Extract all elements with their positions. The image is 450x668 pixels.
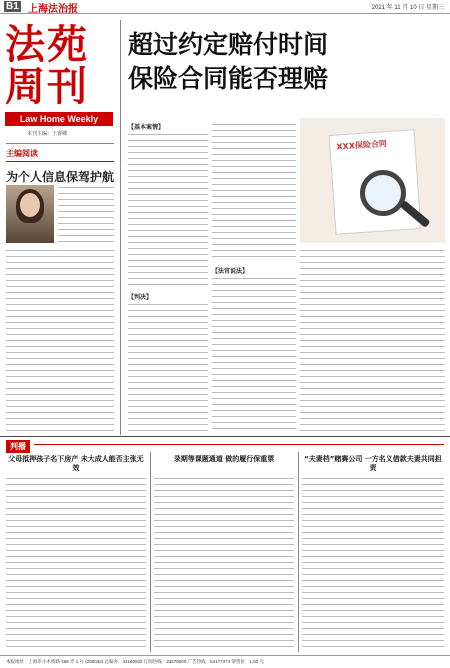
article-text	[212, 276, 296, 432]
article-text	[212, 122, 296, 262]
article-illustration	[300, 118, 445, 243]
masthead	[5, 21, 113, 137]
headline-line-2: 保险合同能否理赔	[128, 64, 329, 93]
masthead-editor: 本刊主编：王睿卿	[27, 131, 68, 137]
column-divider	[120, 20, 121, 435]
column-text	[58, 185, 114, 245]
article-text	[128, 302, 208, 432]
main-headline	[128, 28, 438, 96]
divider	[0, 436, 450, 437]
bottom-article-title-1: 父母抵押孩子名下房产 未大成人能否主张无效	[8, 455, 144, 472]
headline-line-1: 超过约定赔付时间	[128, 30, 329, 59]
column-text	[6, 248, 114, 433]
page-number: B1	[6, 1, 19, 12]
issue-date: 2021 年 11 月 10 日 星期三	[371, 5, 444, 11]
column-kicker: 主编阅读	[6, 148, 114, 162]
section-case: 【基本案情】	[128, 125, 165, 131]
magnifier-icon	[360, 170, 406, 216]
author-photo	[6, 185, 54, 243]
masthead-english: Law Home Weekly	[5, 112, 113, 126]
page-footer: 本报地址：上海市小木桥路 268 弄 1 号 (200032) 总编办：34160932 订阅热线：33675000 广告热线：64177374 零售价：1.50 元	[0, 655, 450, 668]
editor-column	[6, 148, 114, 185]
masthead-title-2: 周刊	[5, 63, 89, 110]
bottom-article-title-3: “夫妻档”赌赛公司 一方名义借款夫妻共同担责	[304, 455, 442, 472]
article-text	[302, 476, 444, 652]
paper-logo: 上海法治报	[28, 4, 78, 15]
section-label: 判播	[6, 440, 30, 453]
article-text	[6, 476, 146, 652]
column-divider	[298, 452, 299, 652]
masthead-title-1: 法苑	[5, 21, 89, 68]
article-text	[128, 132, 208, 287]
section-dispute: 【判决】	[128, 295, 153, 301]
column-divider	[150, 452, 151, 652]
bottom-article-title-2: 录期等课题通道 做的履行保重票	[173, 455, 275, 463]
section-analysis: 【法官说法】	[212, 269, 249, 275]
page-header	[0, 0, 450, 14]
column-title: 为个人信息保驾护航	[6, 170, 115, 184]
article-text	[154, 476, 294, 652]
divider	[34, 444, 444, 445]
contract-title: XXX保险合同	[336, 139, 388, 152]
article-text	[300, 248, 445, 432]
divider	[6, 143, 114, 144]
